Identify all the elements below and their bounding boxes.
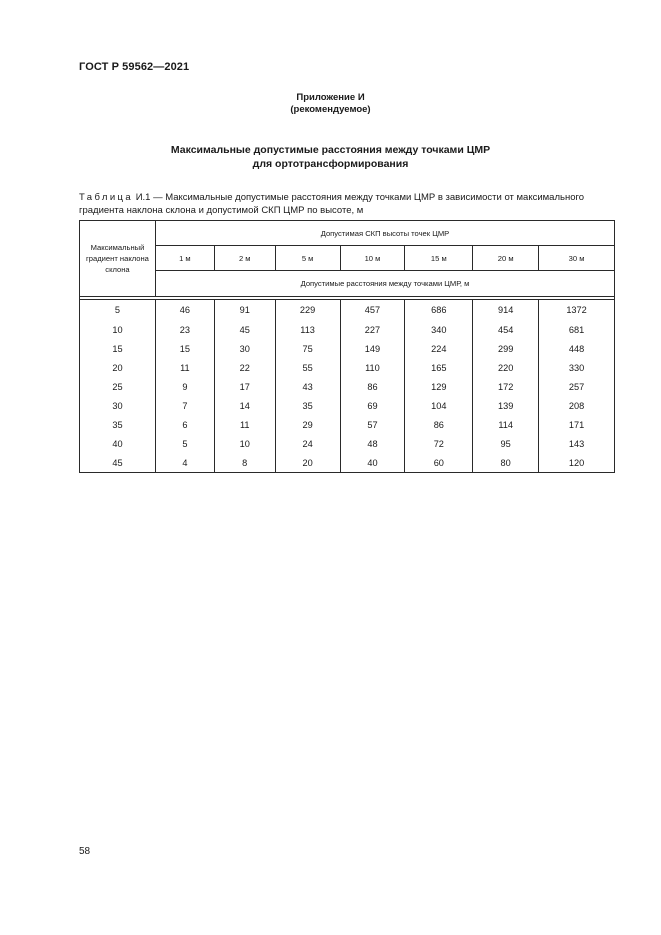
distance-cell: 457 (340, 300, 405, 321)
distance-cell: 220 (473, 358, 539, 377)
distance-cell: 40 (340, 453, 405, 473)
distance-cell: 95 (473, 434, 539, 453)
gradient-cell: 25 (80, 377, 156, 396)
gradient-cell: 30 (80, 396, 156, 415)
table-body (80, 300, 615, 473)
gradient-cell: 45 (80, 453, 156, 473)
distance-cell: 14 (214, 396, 275, 415)
distance-cell: 8 (214, 453, 275, 473)
distance-cell: 55 (275, 358, 340, 377)
gradient-cell: 35 (80, 415, 156, 434)
distance-cell: 48 (340, 434, 405, 453)
distance-cell: 5 (155, 434, 214, 453)
gradient-cell: 40 (80, 434, 156, 453)
distance-cell: 43 (275, 377, 340, 396)
distance-cell: 7 (155, 396, 214, 415)
distance-cell: 330 (539, 358, 615, 377)
group-header-rmse: Допустимая СКП высоты точек ЦМР (155, 221, 614, 246)
distance-cell: 208 (539, 396, 615, 415)
column-header: 10 м (340, 246, 405, 271)
distance-cell: 60 (405, 453, 473, 473)
distance-cell: 104 (405, 396, 473, 415)
distance-cell: 72 (405, 434, 473, 453)
distance-cell: 172 (473, 377, 539, 396)
distance-cell: 165 (405, 358, 473, 377)
table-caption (79, 191, 619, 217)
distance-cell: 10 (214, 434, 275, 453)
gradient-cell: 20 (80, 358, 156, 377)
title-line-1: Максимальные допустимые расстояния между точками ЦМР (170, 144, 491, 156)
table-row (80, 434, 615, 453)
distance-cell: 9 (155, 377, 214, 396)
distance-cell: 686 (405, 300, 473, 321)
distance-cell: 139 (473, 396, 539, 415)
document-id: ГОСТ Р 59562—2021 (79, 61, 190, 73)
distance-cell: 91 (214, 300, 275, 321)
distance-cell: 149 (340, 339, 405, 358)
distance-cell: 86 (340, 377, 405, 396)
distance-cell: 448 (539, 339, 615, 358)
distance-cell: 120 (539, 453, 615, 473)
distance-cell: 11 (214, 415, 275, 434)
table-row (80, 415, 615, 434)
column-header: 5 м (275, 246, 340, 271)
distance-cell: 30 (214, 339, 275, 358)
distance-cell: 23 (155, 320, 214, 339)
gradient-cell: 10 (80, 320, 156, 339)
distance-cell: 24 (275, 434, 340, 453)
distance-cell: 171 (539, 415, 615, 434)
distance-cell: 257 (539, 377, 615, 396)
row-header-gradient: Максимальный градиент наклона склона (80, 221, 156, 297)
appendix-status: (рекомендуемое) (290, 104, 371, 115)
distance-cell: 110 (340, 358, 405, 377)
distance-cell: 143 (539, 434, 615, 453)
column-header: 20 м (473, 246, 539, 271)
section-title (0, 143, 661, 171)
distance-cell: 35 (275, 396, 340, 415)
distance-cell: 681 (539, 320, 615, 339)
distance-cell: 11 (155, 358, 214, 377)
distance-table (79, 220, 615, 473)
distance-cell: 227 (340, 320, 405, 339)
distance-cell: 6 (155, 415, 214, 434)
page-number: 58 (79, 846, 91, 857)
distance-cell: 75 (275, 339, 340, 358)
distance-cell: 17 (214, 377, 275, 396)
table-row (80, 320, 615, 339)
caption-prefix: Таблица (79, 192, 134, 203)
distance-cell: 20 (275, 453, 340, 473)
distance-cell: 914 (473, 300, 539, 321)
distance-cell: 224 (405, 339, 473, 358)
column-header: 1 м (155, 246, 214, 271)
distance-cell: 454 (473, 320, 539, 339)
distance-cell: 80 (473, 453, 539, 473)
distance-cell: 4 (155, 453, 214, 473)
distance-cell: 1372 (539, 300, 615, 321)
distance-cell: 22 (214, 358, 275, 377)
appendix-heading (0, 92, 661, 116)
table-row (80, 358, 615, 377)
table-row (80, 339, 615, 358)
table-row (80, 300, 615, 321)
distance-cell: 15 (155, 339, 214, 358)
distance-cell: 86 (405, 415, 473, 434)
title-line-2: для ортотрансформирования (252, 158, 409, 170)
distance-cell: 129 (405, 377, 473, 396)
table-row (80, 396, 615, 415)
distance-cell: 57 (340, 415, 405, 434)
distance-cell: 340 (405, 320, 473, 339)
column-header: 2 м (214, 246, 275, 271)
distance-cell: 69 (340, 396, 405, 415)
appendix-label: Приложение И (296, 92, 365, 103)
distance-cell: 29 (275, 415, 340, 434)
column-header: 30 м (539, 246, 615, 271)
column-header: 15 м (405, 246, 473, 271)
table-row (80, 453, 615, 473)
distance-cell: 46 (155, 300, 214, 321)
distance-cell: 114 (473, 415, 539, 434)
caption-text-2: градиента наклона склона и допустимой СКП ЦМР по высоте, м (79, 205, 364, 216)
distance-cell: 229 (275, 300, 340, 321)
subheader-distances: Допустимые расстояния между точками ЦМР, м (155, 271, 614, 297)
distance-cell: 113 (275, 320, 340, 339)
gradient-cell: 15 (80, 339, 156, 358)
caption-text-1: И.1 — Максимальные допустимые расстояния между точками ЦМР в зависимости от максимального (135, 192, 585, 203)
gradient-cell: 5 (80, 300, 156, 321)
distance-cell: 45 (214, 320, 275, 339)
distance-cell: 299 (473, 339, 539, 358)
table-row (80, 377, 615, 396)
